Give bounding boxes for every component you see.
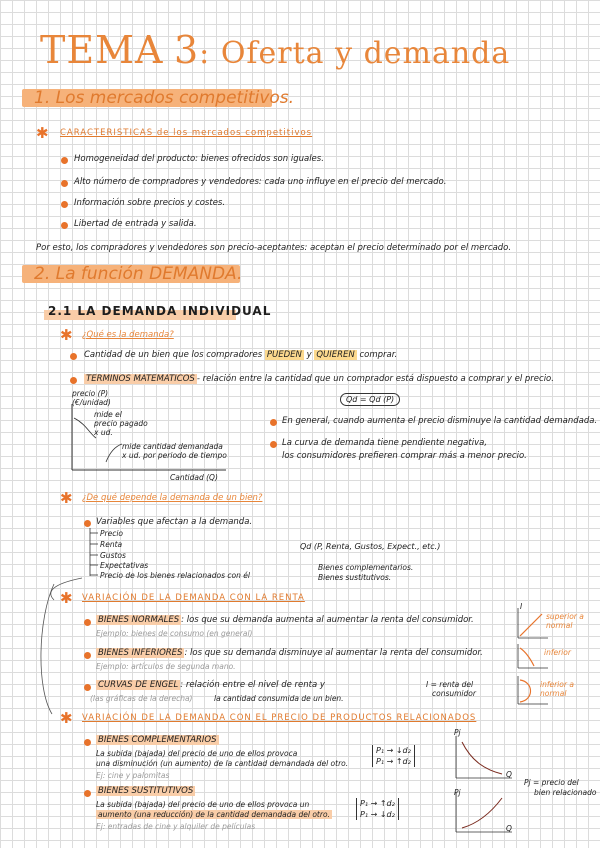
graph-note-price: precio pagado xyxy=(94,419,148,428)
graph-note-quantity: x ud. por periodo de tiempo xyxy=(122,451,227,460)
complementary-formula: P₁ → ↓d₂ P₁ → ↑d₂ xyxy=(372,745,415,767)
related-price-heading: VARIACIÓN DE LA DEMANDA CON EL PRECIO DE PRODUCTOS RELACIONADOS xyxy=(82,713,477,723)
variables-label: Variables que afectan a la demanda. xyxy=(96,517,253,527)
bullet-icon xyxy=(270,419,277,426)
characteristic-item: Homogeneidad del producto: bienes ofrecidos son iguales. xyxy=(74,154,324,164)
section-2-heading: 2. La función DEMANDA. xyxy=(34,264,243,284)
math-terms: TERMINOS MATEMATICOS - relación entre la cantidad que un comprador está dispuesto a comprar y el precio. xyxy=(86,374,554,384)
question-depends: ¿De qué depende la demanda de un bien? xyxy=(82,493,263,503)
bullet-icon xyxy=(61,222,68,229)
graph-axis-pj: Pj xyxy=(454,728,461,737)
bullet-icon xyxy=(84,739,91,746)
substitute-goods-text: La subida (bajada) del precio de uno de ellos provoca un xyxy=(96,800,310,809)
related-goods: Bienes sustitutivos. xyxy=(318,573,392,582)
normal-goods: BIENES NORMALES : los que su demanda aumenta al aumentar la renta del consumidor. xyxy=(98,615,474,625)
graph-ylabel-unit: (€/unidad) xyxy=(72,398,111,407)
graph-note-price: x ud. xyxy=(94,428,113,437)
full-demand-formula: Qd (P, Renta, Gustos, Expect., etc.) xyxy=(300,542,441,551)
bullet-icon xyxy=(61,180,68,187)
bullet-icon xyxy=(84,652,91,659)
graph-xlabel: Cantidad (Q) xyxy=(170,473,218,482)
substitute-formula: P₁ → ↑d₂ P₁ → ↓d₂ xyxy=(356,798,399,820)
pj-note: Pj = precio del xyxy=(524,778,579,787)
variable-item: Gustos xyxy=(100,551,126,560)
question-what-is-demand: ¿Qué es la demanda? xyxy=(82,330,174,340)
engel-note: (las gráficas de la derecha) xyxy=(90,694,193,703)
graph-axis-pj: Pj xyxy=(454,788,461,797)
complementary-goods-label: BIENES COMPLEMENTARIOS xyxy=(98,735,217,745)
star-icon: ✱ xyxy=(36,124,49,142)
engel-axis-label: I xyxy=(520,602,523,611)
engel-normal-label: superior a normal xyxy=(546,612,584,630)
variable-item: Precio de los bienes relacionados con él xyxy=(100,571,250,580)
bullet-icon xyxy=(70,353,77,360)
engel-graph-inferior xyxy=(512,642,552,672)
income-variation-heading: VARIACIÓN DE LA DEMANDA CON LA RENTA xyxy=(82,593,305,603)
complementary-goods-example: Ej: cine y palomitas xyxy=(96,771,170,780)
characteristic-item: Alto número de compradores y vendedores: cada uno influye en el precio del mercado. xyxy=(74,177,447,187)
curve-slope: La curva de demanda tiene pendiente negativa, xyxy=(282,438,488,448)
bullet-icon xyxy=(270,441,277,448)
characteristics-heading: CARACTERISTICAS de los mercados competitivos xyxy=(60,128,313,138)
variable-item: Renta xyxy=(100,540,123,549)
variable-item: Expectativas xyxy=(100,561,149,570)
star-icon: ✱ xyxy=(60,489,73,507)
bullet-icon xyxy=(61,157,68,164)
bullet-icon xyxy=(84,520,91,527)
bullet-icon xyxy=(61,201,68,208)
income-note: I = renta del xyxy=(426,680,474,689)
characteristic-item: Información sobre precios y costes. xyxy=(74,198,226,208)
page-title: TEMA 3: Oferta y demanda xyxy=(40,28,511,72)
graph-axis-q: Q xyxy=(506,824,512,833)
inferior-goods: BIENES INFERIORES : los que su demanda disminuye al aumentar la renta del consumidor. xyxy=(98,648,483,658)
normal-goods-example: Ejemplo: bienes de consumo (en general) xyxy=(96,629,253,638)
star-icon: ✱ xyxy=(60,326,73,344)
graph-note-price: mide el xyxy=(94,410,122,419)
demand-definition: Cantidad de un bien que los compradores PUEDEN y QUIEREN comprar. xyxy=(84,350,398,360)
income-note: consumidor xyxy=(432,689,476,698)
bullet-icon xyxy=(84,790,91,797)
star-icon: ✱ xyxy=(60,709,73,727)
graph-ylabel: precio (P) xyxy=(72,389,109,398)
complementary-goods-text: La subida (bajada) del precio de uno de ellos provoca xyxy=(96,749,298,758)
engel-inferior-normal-label: inferior a normal xyxy=(540,680,574,698)
section-1-heading: 1. Los mercados competitivos. xyxy=(34,88,295,108)
engel-curves-cont: la cantidad consumida de un bien. xyxy=(214,694,344,703)
graph-note-quantity: mide cantidad demandada xyxy=(122,442,223,451)
section-1-conclusion: Por esto, los compradores y vendedores son precio-aceptantes: aceptan el precio determinado por el mercado. xyxy=(36,243,512,253)
substitute-goods-text: aumento (una reducción) de la cantidad demandada del otro. xyxy=(98,810,330,819)
inferior-goods-example: Ejemplo: artículos de segunda mano. xyxy=(96,662,236,671)
substitute-goods-label: BIENES SUSTITUTIVOS xyxy=(98,786,194,796)
variables-bracket xyxy=(88,528,100,578)
variable-item: Precio xyxy=(100,529,124,538)
engel-curves: CURVAS DE ENGEL : relación entre el nivel de renta y xyxy=(98,680,325,690)
demand-formula: Qd = Qd (P) xyxy=(340,393,400,406)
curve-slope-explanation: los consumidores prefieren comprar más a menor precio. xyxy=(282,451,527,461)
related-goods: Bienes complementarios. xyxy=(318,563,414,572)
engel-inferior-label: inferior xyxy=(544,648,571,657)
characteristic-item: Libertad de entrada y salida. xyxy=(74,219,197,229)
substitute-goods-example: Ej: entradas de cine y alquiler de películas xyxy=(96,822,256,831)
bullet-icon xyxy=(84,619,91,626)
bullet-icon xyxy=(70,377,77,384)
bullet-icon xyxy=(84,684,91,691)
complementary-goods-text: una disminución (un aumento) de la cantidad demandada del otro. xyxy=(96,759,349,768)
graph-axis-q: Q xyxy=(506,770,512,779)
general-rule: En general, cuando aumenta el precio disminuye la cantidad demandada. xyxy=(282,416,598,426)
pj-note: bien relacionado xyxy=(534,788,597,797)
subsection-heading: 2.1 LA DEMANDA INDIVIDUAL xyxy=(48,304,272,318)
star-icon: ✱ xyxy=(60,589,73,607)
